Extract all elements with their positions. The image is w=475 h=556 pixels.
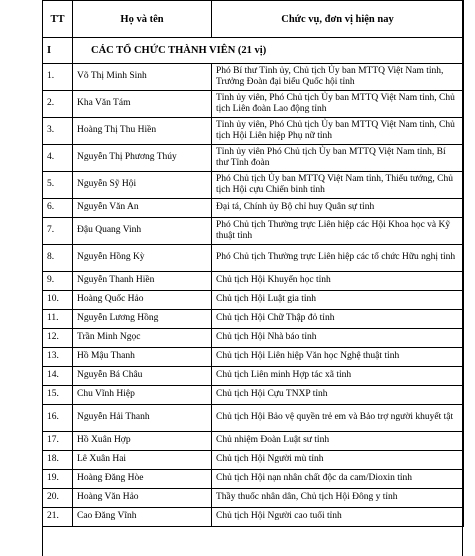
table-row [43, 432, 464, 451]
row-number: 13. [43, 348, 73, 367]
document-page [42, 0, 463, 556]
row-name: Cao Đăng Vĩnh [73, 508, 212, 527]
member-table [42, 0, 464, 527]
header-name: Họ và tên [73, 1, 212, 38]
section-title: CÁC TỔ CHỨC THÀNH VIÊN (21 vị) [73, 38, 464, 64]
row-name: Nguyễn Hải Thanh [73, 405, 212, 432]
table-row [43, 172, 464, 199]
row-number: 1. [43, 64, 73, 91]
row-number: 21. [43, 508, 73, 527]
row-position: Chủ tịch Hội Người cao tuổi tỉnh [212, 508, 464, 527]
row-number: 8. [43, 245, 73, 272]
row-position: Chủ tịch Hội Cựu TNXP tỉnh [212, 386, 464, 405]
row-name: Nguyễn Sỹ Hội [73, 172, 212, 199]
row-name: Trần Minh Ngọc [73, 329, 212, 348]
table-row [43, 386, 464, 405]
row-name: Chu Vĩnh Hiệp [73, 386, 212, 405]
row-name: Nguyễn Văn An [73, 199, 212, 218]
table-row [43, 508, 464, 527]
row-name: Hoàng Đăng Hòe [73, 470, 212, 489]
row-number: 7. [43, 218, 73, 245]
row-position: Đại tá, Chính ủy Bộ chỉ huy Quân sự tỉnh [212, 199, 464, 218]
table-row [43, 91, 464, 118]
row-number: 4. [43, 145, 73, 172]
row-number: 6. [43, 199, 73, 218]
table-row [43, 470, 464, 489]
row-position: Chủ tịch Hội nạn nhân chất độc da cam/Dioxin tỉnh [212, 470, 464, 489]
row-name: Nguyễn Hồng Kỳ [73, 245, 212, 272]
header-tt: TT [43, 1, 73, 38]
row-position: Tỉnh ủy viên, Phó Chủ tịch Ủy ban MTTQ Việt Nam tỉnh, Chủ tịch Hội Liên hiệp Phụ nữ tỉnh [212, 118, 464, 145]
table-row [43, 245, 464, 272]
row-name: Nguyễn Thị Phương Thúy [73, 145, 212, 172]
table-row [43, 310, 464, 329]
row-position: Phó Chủ tịch Thường trực Liên hiệp các tổ chức Hữu nghị tỉnh [212, 245, 464, 272]
row-position: Chủ nhiệm Đoàn Luật sư tỉnh [212, 432, 464, 451]
section-number: I [43, 38, 73, 64]
table-row [43, 64, 464, 91]
row-number: 15. [43, 386, 73, 405]
table-row [43, 199, 464, 218]
table-row [43, 405, 464, 432]
section-row [43, 38, 464, 64]
table-row [43, 145, 464, 172]
row-number: 17. [43, 432, 73, 451]
row-position: Phó Chủ tịch Ủy ban MTTQ Việt Nam tỉnh, Thiếu tướng, Chủ tịch Hội cựu Chiến binh tỉnh [212, 172, 464, 199]
row-position: Chủ tịch Hội Chữ Thập đỏ tỉnh [212, 310, 464, 329]
row-position: Chủ tịch Hội Luật gia tỉnh [212, 291, 464, 310]
table-row [43, 291, 464, 310]
row-name: Hồ Mậu Thanh [73, 348, 212, 367]
row-name: Nguyễn Bá Châu [73, 367, 212, 386]
row-name: Lê Xuân Hai [73, 451, 212, 470]
row-number: 20. [43, 489, 73, 508]
row-position: Tỉnh ủy viên, Phó Chủ tịch Ủy ban MTTQ Việt Nam tỉnh, Chủ tịch Liên đoàn Lao động tỉnh [212, 91, 464, 118]
row-name: Nguyễn Lương Hồng [73, 310, 212, 329]
row-position: Phó Bí thư Tỉnh ủy, Chủ tịch Ủy ban MTTQ Việt Nam tỉnh, Trưởng Đoàn đại biểu Quốc hội tỉnh [212, 64, 464, 91]
table-row [43, 272, 464, 291]
row-position: Thầy thuốc nhân dân, Chủ tịch Hội Đông y tỉnh [212, 489, 464, 508]
row-number: 12. [43, 329, 73, 348]
row-name: Hoàng Văn Hảo [73, 489, 212, 508]
row-position: Chủ tịch Hội Người mù tỉnh [212, 451, 464, 470]
row-name: Đậu Quang Vinh [73, 218, 212, 245]
row-position: Chủ tịch Hội Nhà báo tỉnh [212, 329, 464, 348]
table-header-row [43, 1, 464, 38]
table-row [43, 218, 464, 245]
row-position: Chủ tịch Hội Bảo vệ quyền trẻ em và Bảo trợ người khuyết tật [212, 405, 464, 432]
row-name: Nguyễn Thanh Hiền [73, 272, 212, 291]
row-number: 19. [43, 470, 73, 489]
table-row [43, 329, 464, 348]
row-name: Hồ Xuân Hợp [73, 432, 212, 451]
table-row [43, 118, 464, 145]
row-name: Hoàng Quốc Hảo [73, 291, 212, 310]
row-position: Chủ tịch Hội Khuyến học tỉnh [212, 272, 464, 291]
row-number: 11. [43, 310, 73, 329]
row-number: 18. [43, 451, 73, 470]
row-number: 9. [43, 272, 73, 291]
row-position: Tỉnh ủy viên Phó Chủ tịch Ủy ban MTTQ Việt Nam tỉnh, Bí thư Tỉnh đoàn [212, 145, 464, 172]
row-number: 2. [43, 91, 73, 118]
row-position: Phó Chủ tịch Thường trực Liên hiệp các Hội Khoa học và Kỹ thuật tỉnh [212, 218, 464, 245]
row-position: Chủ tịch Hội Liên hiệp Văn học Nghệ thuật tỉnh [212, 348, 464, 367]
row-number: 3. [43, 118, 73, 145]
row-number: 14. [43, 367, 73, 386]
row-number: 16. [43, 405, 73, 432]
row-name: Kha Văn Tám [73, 91, 212, 118]
row-position: Chủ tịch Liên minh Hợp tác xã tỉnh [212, 367, 464, 386]
table-row [43, 451, 464, 470]
header-position: Chức vụ, đơn vị hiện nay [212, 1, 464, 38]
row-number: 5. [43, 172, 73, 199]
table-row [43, 367, 464, 386]
row-name: Hoàng Thị Thu Hiền [73, 118, 212, 145]
row-name: Võ Thị Minh Sinh [73, 64, 212, 91]
table-row [43, 489, 464, 508]
table-row [43, 348, 464, 367]
row-number: 10. [43, 291, 73, 310]
